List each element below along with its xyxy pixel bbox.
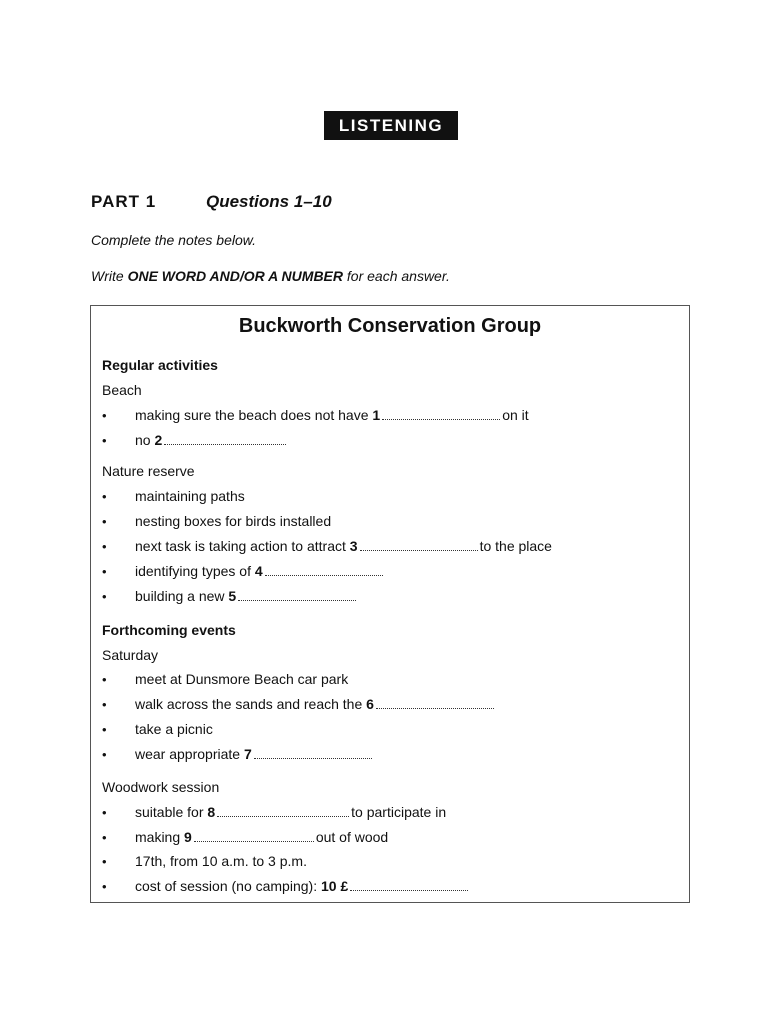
answer-blank[interactable] [194,830,314,842]
question-number: 5 [228,588,237,604]
note-text: identifying types of [135,563,255,579]
note-item [102,488,245,504]
bullet-point: • [102,830,107,845]
answer-blank[interactable] [254,747,372,759]
note-text: nesting boxes for birds installed [135,513,332,529]
bullet-point: • [102,879,107,894]
questions-range: Questions 1–10 [206,192,332,211]
question-number: 3 [349,538,358,554]
note-text: suitable for [135,804,208,820]
note-text: 17th, from 10 a.m. to 3 p.m. [135,853,307,869]
bullet-point: • [102,747,107,762]
saturday-label: Saturday [102,647,159,663]
bullet-point: • [102,539,107,554]
note-text: making [135,829,185,845]
note-text: on it [502,407,529,423]
note-item [102,853,307,869]
note-item [102,671,348,687]
answer-blank[interactable] [217,805,349,817]
note-text: to the place [479,538,552,554]
question-number: 9 [184,829,192,845]
note-item [102,804,446,820]
note-item [102,407,529,423]
instruction-text: Write [91,268,128,284]
notes-title: Buckworth Conservation Group [238,315,542,337]
bullet-point: • [102,854,107,869]
answer-blank[interactable] [265,564,383,576]
note-text: building a new [135,588,229,604]
note-text: making sure the beach does not have [135,407,373,423]
answer-blank[interactable] [350,879,468,891]
note-text: next task is taking action to attract [135,538,350,554]
question-number: 4 [254,563,263,579]
bullet-point: • [102,408,107,423]
instruction-word-limit [91,268,450,284]
nature-reserve-label: Nature reserve [102,463,195,479]
note-item [102,513,331,529]
bullet-point: • [102,564,107,579]
note-text: no [135,432,155,448]
bullet-point: • [102,805,107,820]
bullet-point: • [102,589,107,604]
note-item [102,432,288,448]
woodwork-session-label: Woodwork session [102,779,220,795]
question-number: 1 [372,407,381,423]
instruction-text: for each answer. [343,268,450,284]
bullet-point: • [102,433,107,448]
answer-blank[interactable] [360,539,478,551]
answer-blank[interactable] [382,408,500,420]
note-text: meet at Dunsmore Beach car park [135,671,349,687]
note-text: to participate in [351,804,447,820]
bullet-point: • [102,672,107,687]
note-item [102,538,552,554]
note-item [102,588,358,604]
answer-blank[interactable] [164,433,286,445]
instruction-emphasis: ONE WORD AND/OR A NUMBER [127,268,343,284]
note-item [102,829,388,845]
regular-activities-heading: Regular activities [102,357,218,373]
instruction-complete-notes: Complete the notes below. [91,232,256,248]
beach-label: Beach [102,382,142,398]
note-item [102,696,496,712]
note-item [102,878,470,894]
bullet-point: • [102,697,107,712]
note-text: walk across the sands and reach the [135,696,367,712]
part-heading [91,192,332,212]
note-text: cost of session (no camping): [135,878,321,894]
question-number: 10 £ [320,878,349,894]
note-item [102,721,213,737]
answer-blank[interactable] [238,589,356,601]
note-text: out of wood [315,829,389,845]
part-label: PART 1 [91,192,157,211]
note-text: wear appropriate [135,746,244,762]
note-item [102,563,385,579]
note-text: take a picnic [135,721,213,737]
forthcoming-events-heading: Forthcoming events [102,622,236,638]
listening-banner: LISTENING [324,111,458,140]
question-number: 8 [207,804,216,820]
question-number: 7 [243,746,252,762]
bullet-point: • [102,489,107,504]
bullet-point: • [102,514,107,529]
bullet-point: • [102,722,107,737]
note-item [102,746,374,762]
answer-blank[interactable] [376,697,494,709]
note-text: maintaining paths [135,488,245,504]
question-number: 2 [154,432,163,448]
question-number: 6 [366,696,374,712]
